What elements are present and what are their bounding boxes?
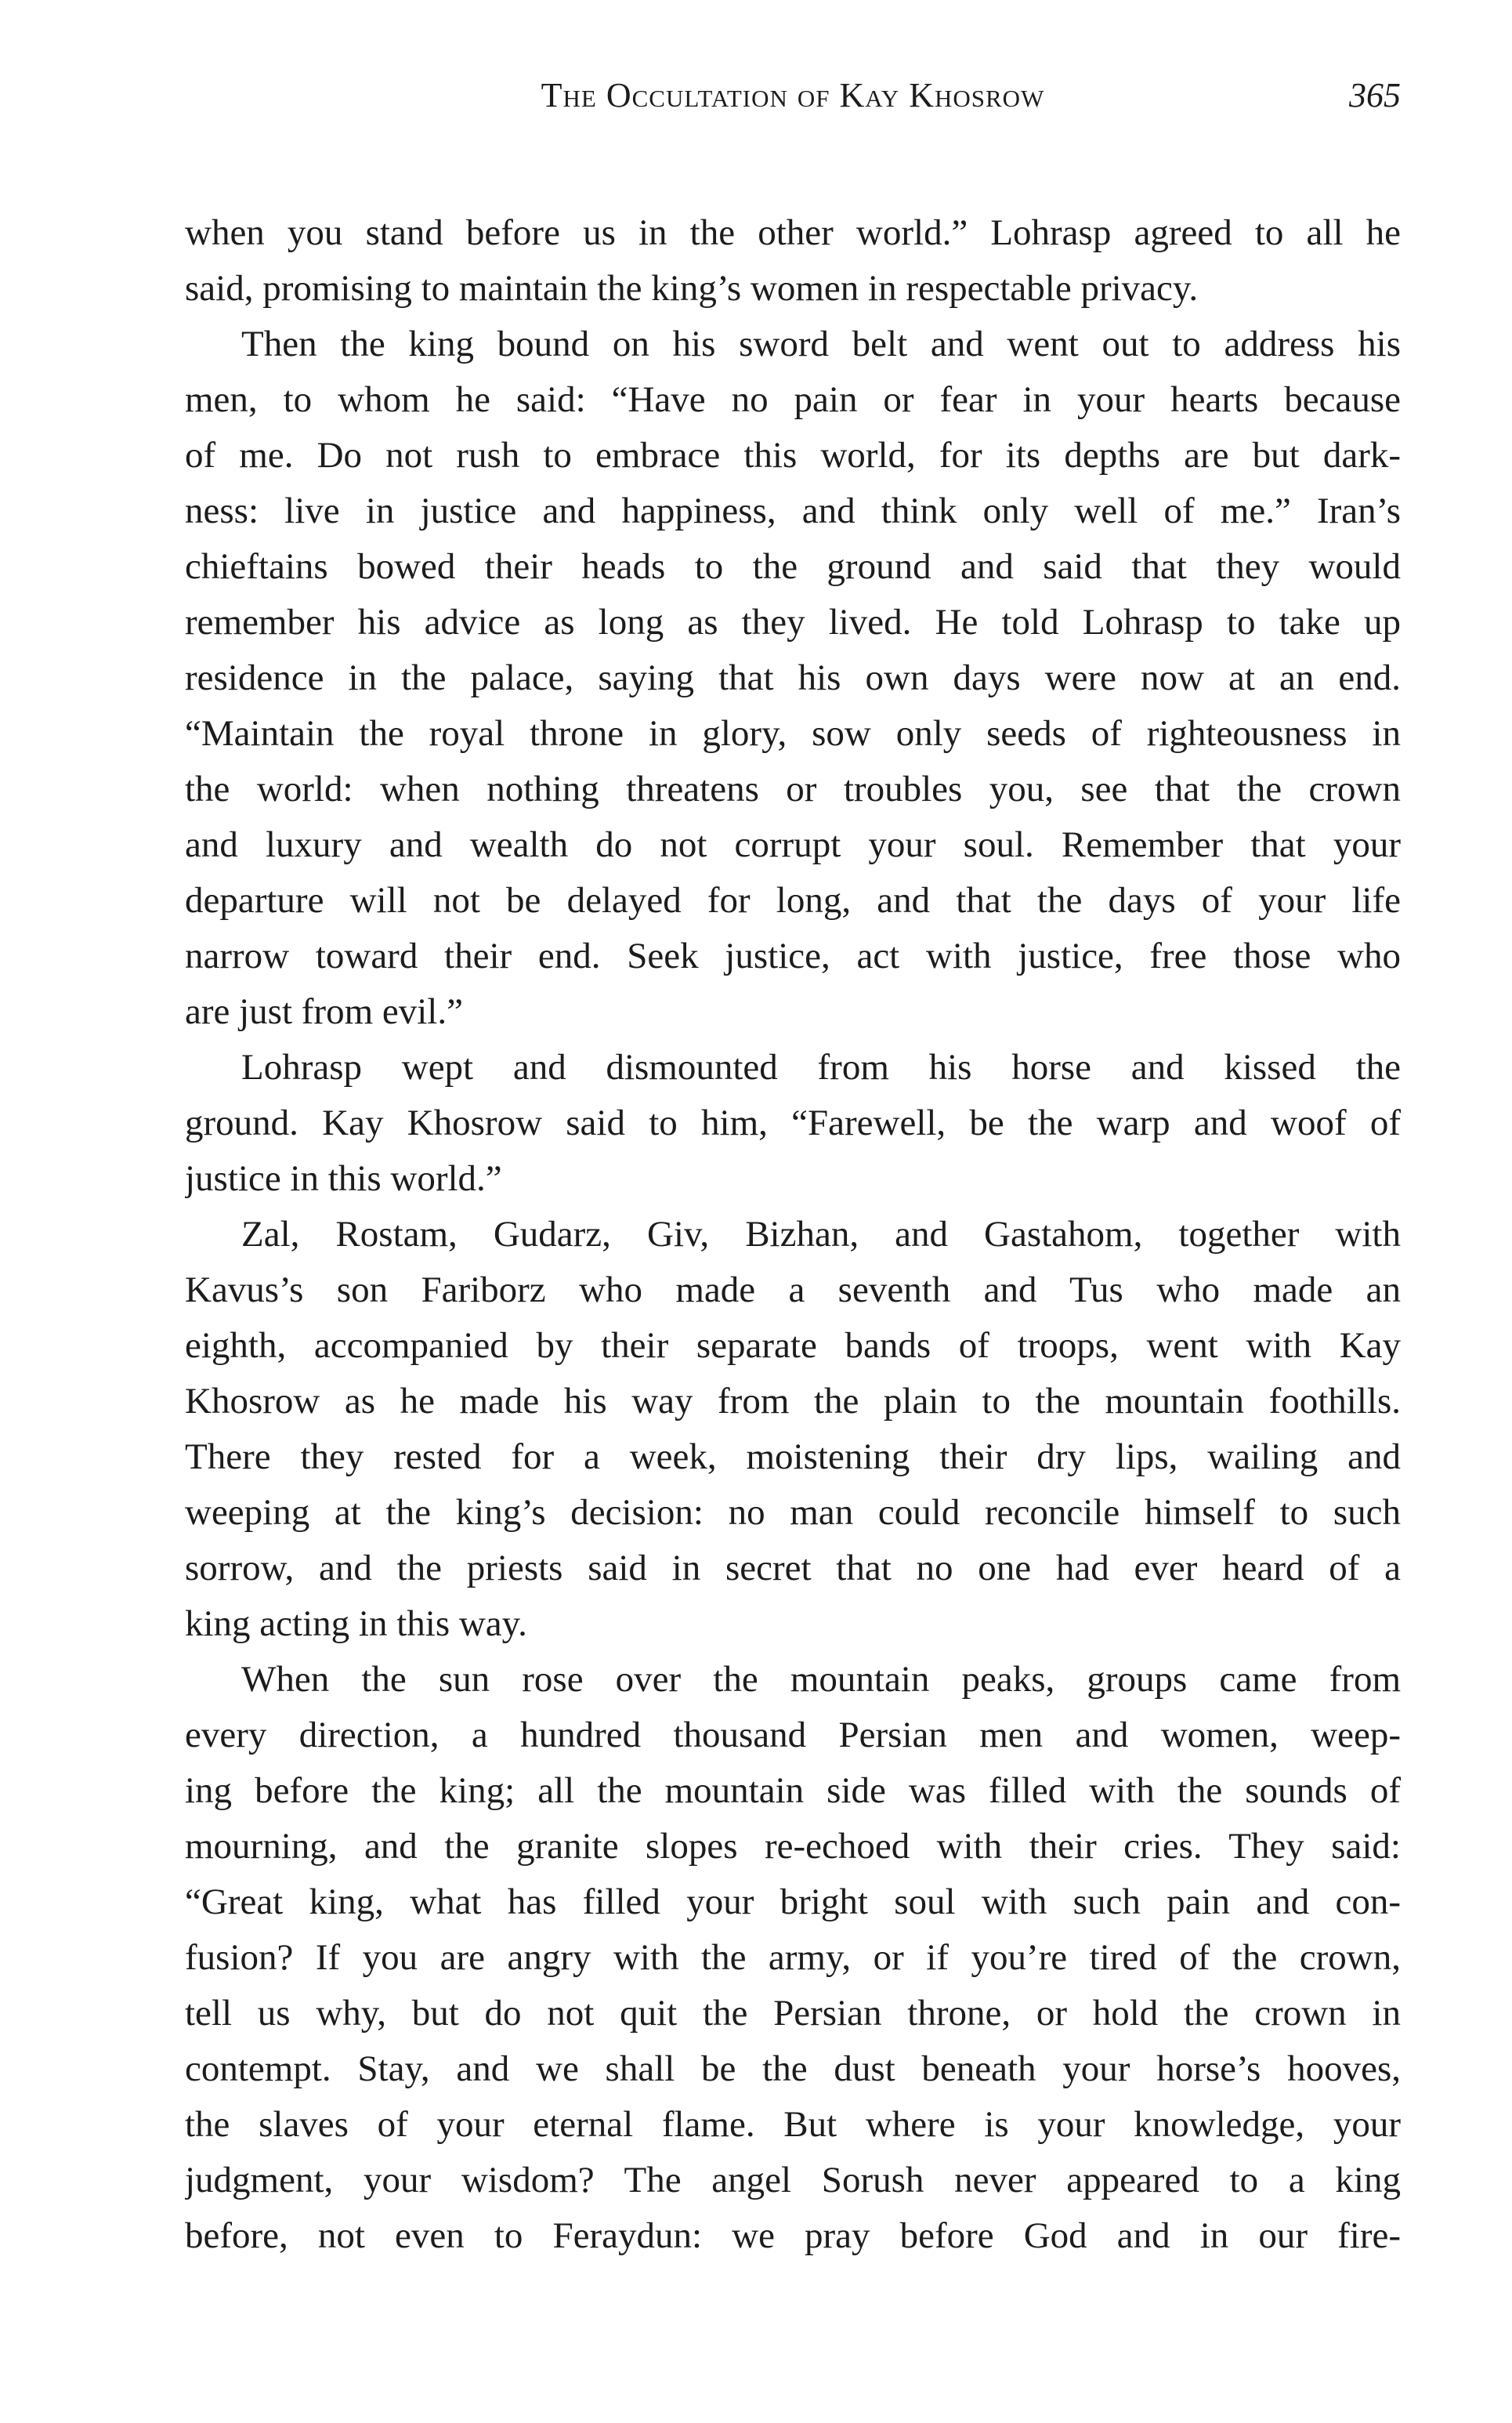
- text-line: the slaves of your eternal flame. But where is your knowledge, your: [185, 2104, 1401, 2145]
- text-line: remember his advice as long as they lived. He told Lohrasp to take up: [185, 602, 1401, 643]
- text-line: fusion? If you are angry with the army, or if you’re tired of the crown,: [185, 1937, 1401, 1978]
- text-line: before, not even to Feraydun: we pray before God and in our fire-: [185, 2215, 1401, 2256]
- running-title: The Occultation of Kay Khosrow: [541, 76, 1045, 114]
- text-line: king acting in this way.: [185, 1603, 527, 1644]
- text-line: the world: when nothing threatens or troubles you, see that the crown: [185, 769, 1401, 809]
- text-line: ness: live in justice and happiness, and think only well of me.” Iran’s: [185, 491, 1401, 531]
- text-line: When the sun rose over the mountain peaks, groups came from: [241, 1659, 1401, 1700]
- text-line: Lohrasp wept and dismounted from his horse and kissed the: [241, 1047, 1401, 1088]
- text-line: every direction, a hundred thousand Persian men and women, weep-: [185, 1715, 1401, 1755]
- text-line: Then the king bound on his sword belt and went out to address his: [241, 324, 1401, 364]
- text-line: tell us why, but do not quit the Persian throne, or hold the crown in: [185, 1993, 1401, 2034]
- text-line: justice in this world.”: [185, 1158, 502, 1199]
- text-line: chieftains bowed their heads to the ground and said that they would: [185, 546, 1401, 587]
- running-head: [185, 72, 1401, 119]
- text-line: residence in the palace, saying that his own days were now at an end.: [185, 657, 1401, 698]
- text-line: of me. Do not rush to embrace this world, for its depths are but dark-: [185, 435, 1401, 476]
- text-line: contempt. Stay, and we shall be the dust beneath your horse’s hooves,: [185, 2048, 1401, 2089]
- text-line: narrow toward their end. Seek justice, act with justice, free those who: [185, 936, 1401, 976]
- body-text: [185, 205, 1401, 2264]
- text-line: Khosrow as he made his way from the plain to the mountain foothills.: [185, 1381, 1401, 1422]
- text-line: said, promising to maintain the king’s women in respectable privacy.: [185, 268, 1199, 309]
- text-line: sorrow, and the priests said in secret that no one had ever heard of a: [185, 1548, 1401, 1588]
- text-line: ing before the king; all the mountain side was filled with the sounds of: [185, 1770, 1401, 1811]
- text-line: “Maintain the royal throne in glory, sow only seeds of righteousness in: [185, 713, 1401, 754]
- text-line: when you stand before us in the other world.” Lohrasp agreed to all he: [185, 212, 1401, 253]
- text-line: judgment, your wisdom? The angel Sorush never appeared to a king: [185, 2160, 1401, 2200]
- text-line: Kavus’s son Fariborz who made a seventh and Tus who made an: [185, 1269, 1401, 1310]
- text-line: There they rested for a week, moistening their dry lips, wailing and: [185, 1436, 1401, 1477]
- text-line: “Great king, what has filled your bright soul with such pain and con-: [185, 1882, 1401, 1922]
- text-line: Zal, Rostam, Gudarz, Giv, Bizhan, and Gastahom, together with: [241, 1214, 1401, 1255]
- text-line: ground. Kay Khosrow said to him, “Farewell, be the warp and woof of: [185, 1103, 1401, 1143]
- text-line: mourning, and the granite slopes re-echoed with their cries. They said:: [185, 1826, 1401, 1867]
- text-line: eighth, accompanied by their separate bands of troops, went with Kay: [185, 1325, 1401, 1366]
- text-line: are just from evil.”: [185, 991, 463, 1032]
- text-line: and luxury and wealth do not corrupt your soul. Remember that your: [185, 824, 1401, 865]
- text-line: men, to whom he said: “Have no pain or fear in your hearts because: [185, 379, 1401, 420]
- text-line: weeping at the king’s decision: no man could reconcile himself to such: [185, 1492, 1401, 1533]
- text-line: departure will not be delayed for long, and that the days of your life: [185, 880, 1401, 921]
- page-number: 365: [1349, 76, 1401, 114]
